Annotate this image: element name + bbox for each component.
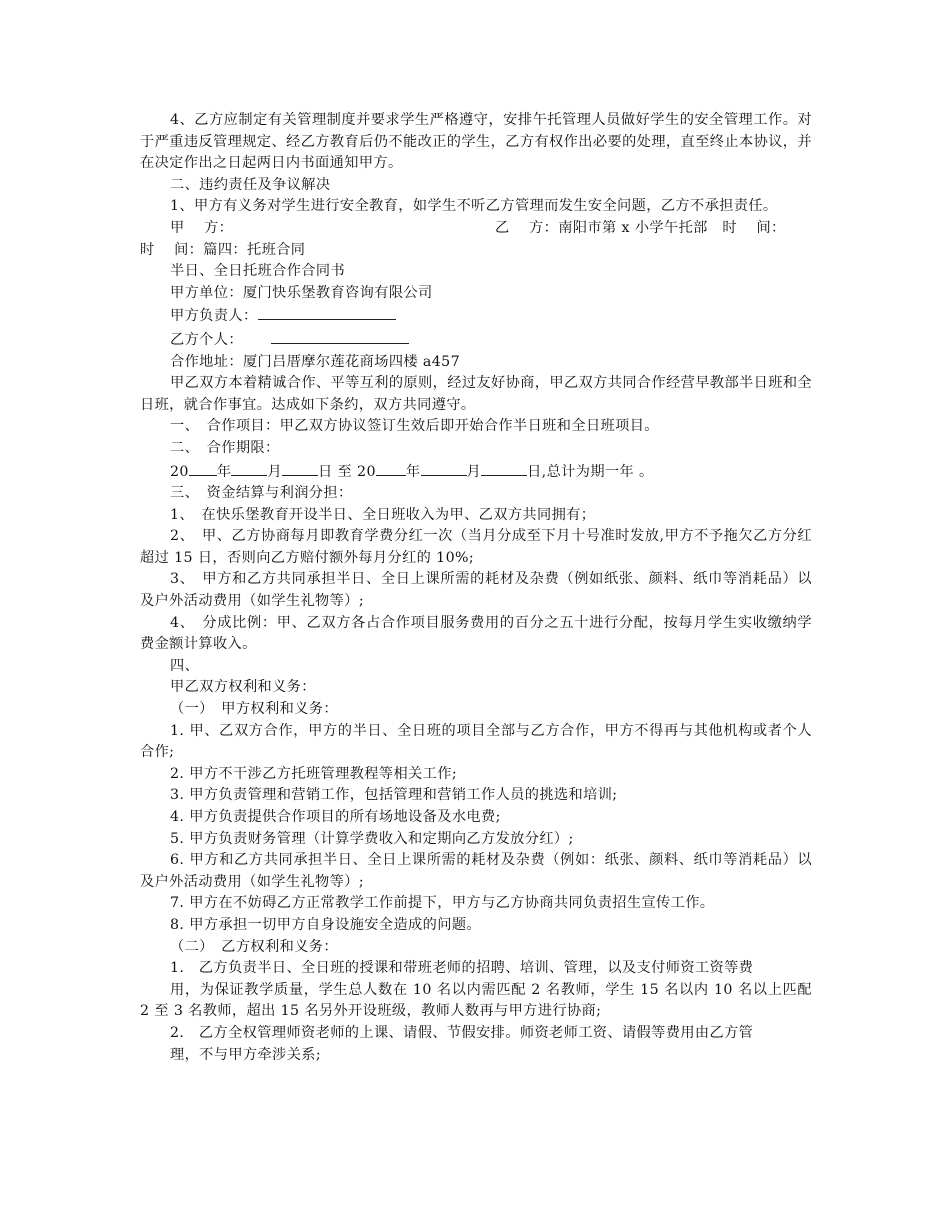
- term-year-prefix: 20: [170, 463, 189, 480]
- clause-1-paragraph: 1、甲方有义务对学生进行安全教育，如学生不听乙方管理而发生安全问题，乙方不承担责任。: [170, 198, 778, 215]
- party-b-duty-2-cont: 理，不与甲方牵涉关系;: [170, 1046, 322, 1063]
- year-label: 年: [216, 463, 232, 480]
- start-month-blank: [231, 460, 267, 476]
- term-dates-line: [140, 460, 812, 484]
- end-month-blank: [421, 460, 467, 476]
- party-a-duty-5: 5. 甲方负责财务管理（计算学费收入和定期向乙方发放分红）;: [170, 830, 574, 847]
- day-end-label: 日,总计为期一年 。: [527, 463, 654, 480]
- start-year-blank: [189, 460, 217, 476]
- contract-title: 半日、全日托班合作合同书: [170, 263, 346, 280]
- item-3-3: 3、 甲方和乙方共同承担半日、全日上课所需的耗材及杂费（例如纸张、颜料、纸巾等消耗品）以及户外活动费用（如学生礼物等）;: [140, 571, 812, 610]
- item-3-4: 4、 分成比例：甲、乙双方各占合作项目服务费用的百分之五十进行分配，按每月学生实收缴纳学费金额计算收入。: [140, 614, 812, 653]
- year-label-2: 年: [405, 463, 421, 480]
- signature-line: [140, 218, 812, 240]
- party-a-unit: 甲方单位：厦门快乐堡教育咨询有限公司: [170, 284, 433, 301]
- party-b-person: [140, 328, 812, 352]
- item-3-1: 1、 在快乐堡教育开设半日、全日班收入为甲、乙双方共同拥有；: [170, 506, 596, 523]
- end-day-blank: [481, 460, 527, 476]
- party-b-person-blank: [271, 328, 409, 344]
- end-year-blank: [376, 460, 406, 476]
- sub-section-party-a: （一） 甲方权利和义务：: [170, 701, 338, 718]
- cooperation-address: 合作地址：厦门吕厝摩尔莲花商场四楼 a457: [170, 353, 461, 370]
- party-a-representative: [140, 304, 812, 328]
- day-to-label: 日 至 20: [318, 463, 376, 480]
- party-a-duty-4: 4. 甲方负责提供合作项目的所有场地设备及水电费;: [170, 809, 501, 825]
- sub-section-party-b: （二） 乙方权利和义务：: [170, 938, 338, 955]
- month-label-2: 月: [466, 463, 482, 480]
- party-a-duty-3: 3. 甲方负责管理和营销工作，包括管理和营销工作人员的挑选和培训;: [170, 787, 618, 804]
- party-b-duty-1: 1. 乙方负责半日、全日班的授课和带班老师的招聘、培训、管理，以及支付师资工资等费: [170, 960, 754, 977]
- party-a-signature-label: 甲 方：: [170, 219, 234, 236]
- section-heading-breach: 二、违约责任及争议解决: [170, 176, 331, 193]
- party-a-duty-1: 1. 甲、乙双方合作，甲方的半日、全日班的项目全部与乙方合作，甲方不得再与其他机构或者个人合作;: [140, 722, 812, 761]
- item-4: 四、: [170, 657, 200, 674]
- item-3-2: 2、 甲、乙方协商每月即教育学费分红一次（当月分成至下月十号准时发放,甲方不予拖欠乙方分红超过 15 日，否则向乙方赔付额外每月分红的 10%;: [140, 528, 812, 566]
- party-a-duty-8: 8. 甲方承担一切甲方自身设施安全造成的问题。: [170, 916, 481, 933]
- party-b-signature-label: 乙 方：南阳市第 x 小学午托部 时 间：: [495, 219, 786, 236]
- item-4-title: 甲乙双方权利和义务：: [170, 679, 316, 696]
- time-line: 时 间：篇四：托班合同: [140, 241, 306, 258]
- party-b-person-label: 乙方个人：: [170, 331, 243, 348]
- clause-4-paragraph: 4、乙方应制定有关管理制度并要求学生严格遵守，安排午托管理人员做好学生的安全管理工作。对于严重违反管理规定、经乙方教育后仍不能改正的学生，乙方有权作出必要的处理，直至终止本协议，并在决定作出之日起两日内书面通知甲方。: [140, 112, 812, 172]
- month-label: 月: [267, 463, 283, 480]
- party-a-duty-2: 2. 甲方不干涉乙方托班管理教程等相关工作;: [170, 765, 458, 782]
- start-day-blank: [282, 460, 318, 476]
- item-2-cooperation-term: 二、 合作期限：: [170, 439, 280, 456]
- item-1-cooperation-project: 一、 合作项目：甲乙双方协议签订生效后即开始合作半日班和全日班项目。: [170, 418, 659, 435]
- party-a-duty-7: 7. 甲方在不妨碍乙方正常教学工作前提下，甲方与乙方协商共同负责招生宣传工作。: [170, 895, 715, 912]
- contract-document: [140, 110, 817, 1066]
- party-a-duty-6: 6. 甲方和乙方共同承担半日、全日上课所需的耗材及杂费（例如：纸张、颜料、纸巾等消耗品）以及户外活动费用（如学生礼物等）;: [140, 852, 812, 890]
- party-b-duty-2: 2. 乙方全权管理师资老师的上课、请假、节假安排。师资老师工资、请假等费用由乙方管: [170, 1024, 754, 1041]
- party-a-rep-label: 甲方负责人：: [170, 308, 258, 325]
- intro-paragraph: 甲乙双方本着精诚合作、平等互利的原则，经过友好协商，甲乙双方共同合作经营早教部半日班和全日班，就合作事宜。达成如下条约，双方共同遵守。: [140, 375, 812, 413]
- party-b-duty-1-cont: 用，为保证教学质量，学生总人数在 10 名以内需匹配 2 名教师，学生 15 名以内 10 名以上匹配 2 至 3 名教师，超出 15 名另外开设班级，教师人数再与甲方进行协商;: [140, 981, 817, 1020]
- item-3-settlement: 三、 资金结算与利润分担：: [170, 485, 353, 502]
- party-a-rep-blank: [258, 304, 396, 320]
